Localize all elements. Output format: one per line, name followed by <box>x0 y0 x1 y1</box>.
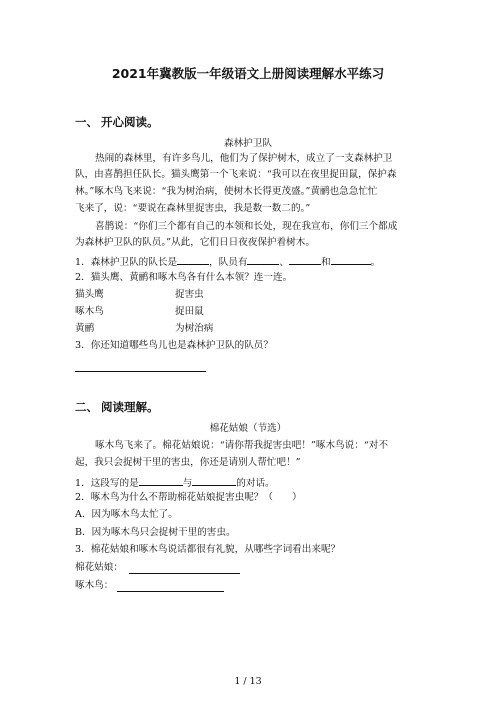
question-text: 和 <box>321 257 331 268</box>
question-text: 与 <box>182 478 193 489</box>
answer-line-woodpecker[interactable] <box>117 591 224 592</box>
passage-1-para-2-line-1: 喜鹊说：“你们三个都有自己的本领和长处，现在我宣布，你们三个都成 <box>95 221 398 232</box>
question-1-3: 3．你还知道哪些鸟儿也是森林护卫队的队员？ <box>75 340 273 351</box>
answer-label-woodpecker: 啄木鸟： <box>75 580 114 591</box>
passage-2-line-1: 啄木鸟飞来了。棉花姑娘说：“请你帮我捉害虫吧！”啄木鸟说：“对不 <box>95 440 388 451</box>
question-1-2: 2．猫头鹰、黄鹂和啄木鸟各有什么本领？连一连。 <box>75 272 293 283</box>
page-number: 1 / 13 <box>234 676 262 687</box>
answer-line-cotton[interactable] <box>129 573 240 574</box>
question-2-3: 3．棉花姑娘和啄木鸟说话都很有礼貌，从哪些字词看出来呢？ <box>75 544 341 555</box>
match-right-1: 捉害虫 <box>175 289 204 300</box>
question-2-1 <box>75 474 275 491</box>
match-left-2: 啄木鸟 <box>75 306 104 317</box>
question-text: 的对话。 <box>236 478 275 489</box>
question-text: 、 <box>279 257 290 268</box>
section-2-number: 二、 <box>75 400 98 414</box>
section-2-title: 阅读理解。 <box>101 400 159 414</box>
answer-blank-speaker-2[interactable] <box>192 474 236 486</box>
answer-blank-speaker-1[interactable] <box>139 474 183 486</box>
passage-1-title: 森林护卫队 <box>224 138 272 149</box>
document-title: 2021年冀教版一年级语文上册阅读理解水平练习 <box>111 66 385 81</box>
question-1-1 <box>75 253 380 270</box>
passage-1-para-1-line-3: 林。”啄木鸟飞来说：“我为树治病，使树木长得更茂盛。”黄鹂也急急忙忙 <box>75 186 378 197</box>
match-right-2: 捉田鼠 <box>175 306 204 317</box>
question-text: 。 <box>370 257 381 268</box>
passage-1-para-1-line-4: 飞来了，说：“要说在森林里捉害虫，我是数一数二的。” <box>75 203 311 214</box>
answer-blank-member-1[interactable] <box>247 253 279 265</box>
section-2-heading <box>75 399 159 415</box>
question-text: 1．这段写的是 <box>75 478 139 489</box>
answer-line-1-3[interactable] <box>75 371 206 372</box>
section-1-heading <box>75 114 159 130</box>
section-1-title: 开心阅读。 <box>101 115 159 129</box>
passage-1-para-2-line-2: 为森林护卫队的队员。”从此，它们日日夜夜保护着树木。 <box>75 237 315 248</box>
answer-blank-captain[interactable] <box>177 253 209 265</box>
match-left-3: 黄鹂 <box>75 323 95 334</box>
passage-2-line-2: 起，我只会捉树干里的害虫，你还是请别人帮忙吧！” <box>75 457 301 468</box>
option-b: B．因为啄木鸟只会捉树干里的害虫。 <box>75 527 236 538</box>
answer-blank-member-2[interactable] <box>289 253 321 265</box>
question-2-2: 2．啄木鸟为什么不帮助棉花姑娘捉害虫呢？（ ） <box>75 492 302 503</box>
section-1-number: 一、 <box>75 115 98 129</box>
option-a: A．因为啄木鸟太忙了。 <box>75 509 178 520</box>
passage-1-para-1-line-2: 队，由喜鹊担任队长。猫头鹰第一个飞来说：“我可以在夜里捉田鼠，保护森 <box>75 169 397 180</box>
question-text: ，队员有 <box>209 257 248 268</box>
answer-label-cotton: 棉花姑娘： <box>75 562 123 573</box>
answer-blank-member-3[interactable] <box>331 253 371 265</box>
question-text: 1．森林护卫队的队长是 <box>75 257 178 268</box>
passage-1-para-1-line-1: 热闹的森林里，有许多鸟儿，他们为了保护树木，成立了一支森林护卫 <box>95 153 393 164</box>
passage-2-title: 棉花姑娘（节选） <box>209 423 287 434</box>
match-right-3: 为树治病 <box>175 323 214 334</box>
match-left-1: 猫头鹰 <box>75 289 104 300</box>
